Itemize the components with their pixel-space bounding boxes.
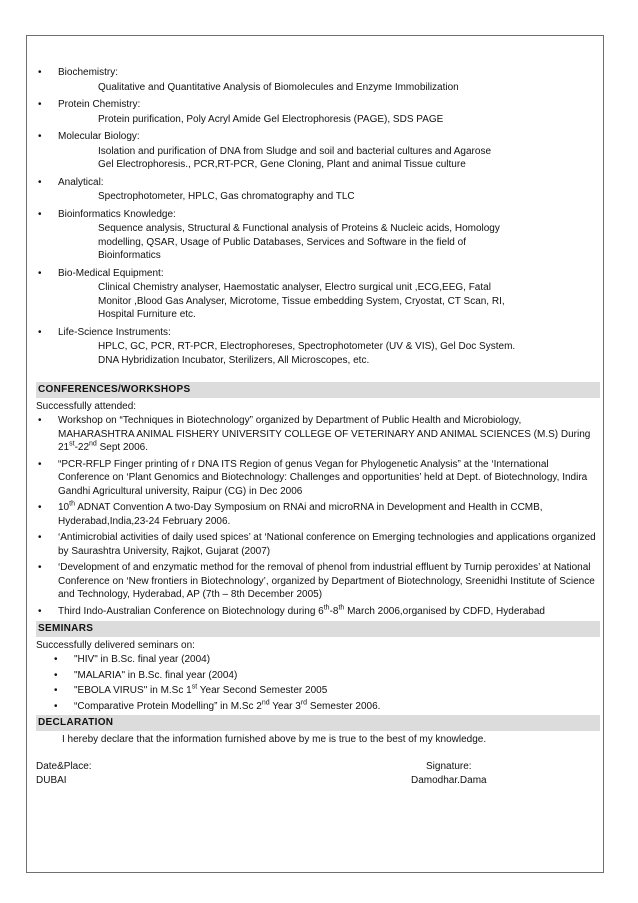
seminar-item	[52, 700, 602, 714]
skill-item	[36, 176, 602, 204]
resume-content	[36, 66, 602, 788]
ordinal-superscript: nd	[261, 699, 270, 707]
item-text: Workshop on “Techniques in Biotechnology” organized by Department of Public Health and Microbiology, MAHARASHTRA ANIMAL FISHERY UNIVERSITY COLLEGE OF VETERINARY AND ANIMAL SCIENCES (M.S) During 21	[58, 415, 591, 453]
seminar-item	[52, 669, 602, 683]
signatory-name: Damodhar.Dama	[411, 775, 487, 786]
skill-detail-line: Protein purification, Poly Acryl Amide Gel Electrophoresis (PAGE), SDS PAGE	[98, 113, 444, 125]
ordinal-superscript: th	[323, 604, 330, 612]
item-text: "MALARIA" in B.Sc. final year (2004)	[74, 669, 238, 681]
conference-item	[36, 605, 598, 619]
conferences-intro: Successfully attended:	[36, 400, 137, 412]
skill-detail	[58, 222, 608, 263]
skill-detail-line: modelling, QSAR, Usage of Public Databases, Services and Software in the field of	[98, 236, 466, 248]
item-text: ‘Development of and enzymatic method for the removal of phenol from industrial effluent by Turnip peroxides’ at National Conference on ‘New frontiers in Biotechnology’, organized by Department of Biotechnology, Sreenidhi Institute of Science and Technology, Hyderabad, AP (7th – 8th December 2005)	[58, 562, 595, 600]
skill-detail	[58, 113, 608, 127]
conference-item	[36, 501, 598, 528]
ordinal-superscript: th	[338, 604, 345, 612]
date-place-label: Date&Place:	[36, 761, 92, 772]
skill-item	[36, 208, 602, 263]
ordinal-superscript: nd	[89, 440, 97, 448]
skill-item	[36, 267, 602, 322]
skill-detail-line: Hospital Furniture etc.	[98, 309, 196, 320]
skill-detail-line: DNA Hybridization Incubator, Sterilizers, All Microscopes, etc.	[98, 354, 370, 366]
item-text: ADNAT Convention A two-Day Symposium on RNAi and microRNA in Development and Health in CCMB, Hyderabad,India,23-24 February 2006.	[58, 502, 543, 527]
ordinal-superscript: rd	[300, 699, 308, 707]
place-name-row	[36, 774, 602, 788]
item-text: "HIV" in B.Sc. final year (2004)	[74, 654, 211, 665]
seminar-item	[52, 653, 602, 667]
signature-label: Signature:	[426, 761, 472, 772]
skill-title: • Bioinformatics Knowledge:	[58, 208, 176, 220]
item-text: Year Second Semester 2005	[197, 685, 328, 696]
conference-item	[36, 531, 598, 558]
skill-detail-line: Monitor ,Blood Gas Analyser, Microtome, Tissue embedding System, Cryostat, CT Scan, RI,	[98, 295, 505, 307]
skill-detail-line: Qualitative and Quantitative Analysis of Biomolecules and Enzyme Immobilization	[98, 81, 459, 93]
skill-detail	[58, 340, 608, 367]
ordinal-superscript: st	[191, 683, 198, 691]
skill-detail-line: HPLC, GC, PCR, RT-PCR, Electrophoreses, Spectrophotometer (UV & VIS), Gel Doc System.	[98, 341, 516, 352]
seminars-intro: Successfully delivered seminars on:	[36, 639, 195, 651]
skill-title: • Analytical:	[58, 176, 104, 188]
skill-title: • Protein Chemistry:	[58, 99, 141, 110]
item-text: -8	[329, 605, 339, 617]
skill-title: • Molecular Biology:	[58, 131, 140, 142]
seminar-item	[52, 684, 602, 698]
skill-detail-line: Isolation and purification of DNA from Sludge and soil and bacterial cultures and Agarose	[98, 145, 492, 157]
skill-detail	[58, 81, 608, 95]
item-text: March 2006,organised by CDFD, Hyderabad	[344, 605, 545, 617]
skill-detail-line: Sequence analysis, Structural & Functional analysis of Proteins & Nucleic acids, Homology	[98, 223, 500, 234]
signature-row	[36, 760, 602, 774]
item-text: -22	[74, 442, 90, 453]
item-text: “PCR-RFLP Finger printing of r DNA ITS Region of genus Vegan for Phylogenetic Analysis” at the ‘International Conference on ‘Plant Genomics and Biotechnology: Challenges and opportunities’ held at Dept. of Biotechnology, Indira Gandhi Agricultural university, Raipur (CG) in Dec 2006	[58, 458, 588, 497]
seminars-list	[36, 653, 602, 713]
item-text: "EBOLA VIRUS" in M.Sc 1	[74, 685, 192, 696]
ordinal-superscript: st	[69, 440, 75, 448]
skill-detail	[58, 190, 608, 204]
item-text: 10	[58, 502, 70, 513]
skill-item	[36, 98, 602, 126]
skill-detail-line: Spectrophotometer, HPLC, Gas chromatography and TLC	[98, 191, 355, 202]
ordinal-superscript: th	[69, 500, 75, 508]
skill-item	[36, 66, 602, 94]
skill-title: • Biochemistry:	[58, 67, 119, 78]
skill-item	[36, 130, 602, 172]
conferences-list	[36, 414, 602, 618]
declaration-text: I hereby declare that the information furnished above by me is true to the best of my knowledge.	[62, 733, 487, 745]
skill-detail-line: Clinical Chemistry analyser, Haemostatic analyser, Electro surgical unit ,ECG,EEG, Fatal	[98, 282, 491, 293]
conference-item	[36, 458, 598, 499]
item-text: ‘Antimicrobial activities of daily used spices’ at ‘National conference on Emerging technologies and applications organized by Saurashtra University, Rajkot, Gujarat (2007)	[58, 532, 596, 557]
item-text: Year 3	[269, 700, 301, 712]
skill-title: • Life-Science Instruments:	[58, 326, 171, 338]
conferences-heading: CONFERENCES/WORKSHOPS	[36, 382, 600, 398]
skill-detail-line: Gel Electrophoresis., PCR,RT-PCR, Gene Cloning, Plant and animal Tissue culture	[98, 159, 466, 170]
item-text: Semester 2006.	[307, 700, 381, 712]
skill-title: • Bio-Medical Equipment:	[58, 267, 164, 279]
skill-detail-line: Bioinformatics	[98, 250, 161, 261]
skill-detail	[58, 281, 608, 322]
item-text: Sept 2006.	[96, 442, 148, 453]
item-text: “Comparative Protein Modelling” in M.Sc 2	[74, 700, 262, 712]
seminars-heading: SEMINARS	[36, 621, 600, 637]
skill-detail	[58, 145, 608, 172]
place-value: DUBAI	[36, 775, 67, 786]
conference-item	[36, 561, 598, 602]
item-text: Third Indo-Australian Conference on Biotechnology during 6	[58, 605, 324, 617]
conference-item	[36, 414, 598, 455]
declaration-heading: DECLARATION	[36, 715, 600, 731]
skill-item	[36, 326, 602, 368]
skills-list	[36, 66, 602, 367]
